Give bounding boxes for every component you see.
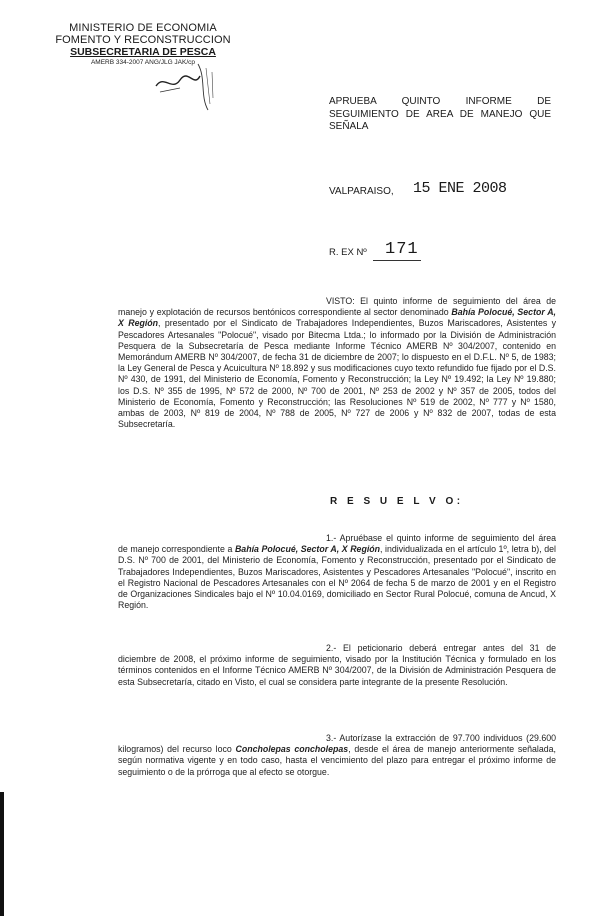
signature-scribble (150, 58, 230, 118)
article-3 (118, 733, 556, 778)
article-3-text-a: (29.600 kilogramos) del recurso loco (118, 733, 557, 755)
number-underline (373, 260, 421, 261)
article-3-lead: 3.- Autorízase la extracción de 97.700 individuos (326, 733, 523, 743)
article-2 (118, 643, 556, 688)
article-1-area: Bahía Polocué, Sector A, X Región (234, 544, 381, 555)
subsecretaria-name: SUBSECRETARIA DE PESCA (70, 46, 216, 58)
area-name: Bahía Polocué, Sector A, X Región (118, 307, 556, 329)
resolution-number-value: 171 (385, 240, 419, 259)
article-2-lead: 2.- El peticionario deberá entregar antes del 31 de (326, 643, 556, 653)
visto-text-b: , presentado por el Sindicato de Trabajadores Independientes, Buzos Mariscadores, Asistentes y Pescadores Artesanales "Polocué", visado por Bitecma Ltda.; lo informado por la División de Administración Pesquera de la Subsecretaría de Pesca mediante Informe Técnico AMERB Nº 304/2007, contenido en Memorándum AMERB Nº 304/2007, de fecha 31 de diciembre de 2007; lo dispuesto en el D.F.L. Nº 5, de 1983; la Ley General de Pesca y Acuicultura Nº 18.892 y sus modificaciones cuyo texto refundido fue fijado por el D.S. Nº 430, de 1991, del Ministerio de Economía, Fomento y Reconstrucción; la Ley Nº 19.492; la Ley Nº 19.880; los D.S. Nº 355 de 1995, Nº 572 de 2000, Nº 700 de 2001, Nº 253 de 2002 y Nº 357 de 2005, todos del Ministerio de Economía, Fomento y Reconstrucción; las Resoluciones Nº 519 de 2002, Nº 777 y Nº 1580, ambas de 2003, Nº 819 de 2004, Nº 788 de 2005, Nº 727 de 2006 y Nº 832 de 2007, todas de esta Subsecretaría. (118, 318, 556, 430)
article-1-text: , individualizada en el artículo 1º, letra b), del D.S. Nº 700 de 2001, del Ministerio de Economía, Fomento y Reconstrucción, presentado por el Sindicato de Trabajadores Independientes, Buzos Mariscadores, Asistentes y Pescadores Artesanales "Polocué", inscrito en el Registro Nacional de Pescadores Artesanales con el Nº 2064 de fecha 5 de marzo de 2001 y en el Registro de Organizaciones Sindicales bajo el Nº 10.04.0169, domiciliado en Sector Rural Polocué, comuna de Ancud, X Región. (118, 544, 556, 611)
resuelvo-heading: R E S U E L V O: (330, 496, 464, 507)
stamped-date: 15 ENE 2008 (413, 180, 507, 197)
visto-text-a: El quinto informe de seguimiento del área de manejo y explotación de recursos bentónicos correspondiente al sector denominado (118, 296, 556, 318)
article-3-text-b: , desde el área de manejo anteriormente señalada, según normativa vigente y en todo caso, hasta el vencimiento del plazo para entregar el próximo informe de seguimiento o de la prórroga que al efecto se otorgue. (118, 744, 557, 777)
resolution-subject: APRUEBA QUINTO INFORME DE SEGUIMIENTO DE AREA DE MANEJO QUE SEÑALA (329, 96, 551, 132)
species-name: Concholepas concholepas (235, 744, 349, 755)
place-and-date (329, 180, 559, 202)
ministry-name: MINISTERIO DE ECONOMIA (69, 22, 217, 34)
place-label: VALPARAISO, (329, 186, 394, 197)
scan-edge-mark (0, 792, 4, 916)
article-1 (118, 533, 556, 611)
file-reference: AMERB 334-2007 ANG/JLG JAK/cp (90, 59, 196, 66)
visto-lead: VISTO: (326, 296, 355, 306)
ministry-name-2: FOMENTO Y RECONSTRUCCION (55, 34, 231, 46)
visto-paragraph (118, 296, 556, 430)
article-1-lead: 1.- Apruébase el quinto informe de seguimiento del área de manejo correspondiente a (118, 533, 556, 555)
article-2-text: diciembre de 2008, el próximo informe de seguimiento, visado por la Institución Técnica y formulado en los términos contenidos en el Informe Técnico AMERB Nº 304/2007, de la División de Administración Pesquera de esta Subsecretaría, citado en Visto, el cual se considera parte integrante de la presente Resolución. (118, 654, 556, 687)
resolution-number-label: R. EX Nº (329, 247, 367, 258)
resolution-number (329, 242, 429, 262)
